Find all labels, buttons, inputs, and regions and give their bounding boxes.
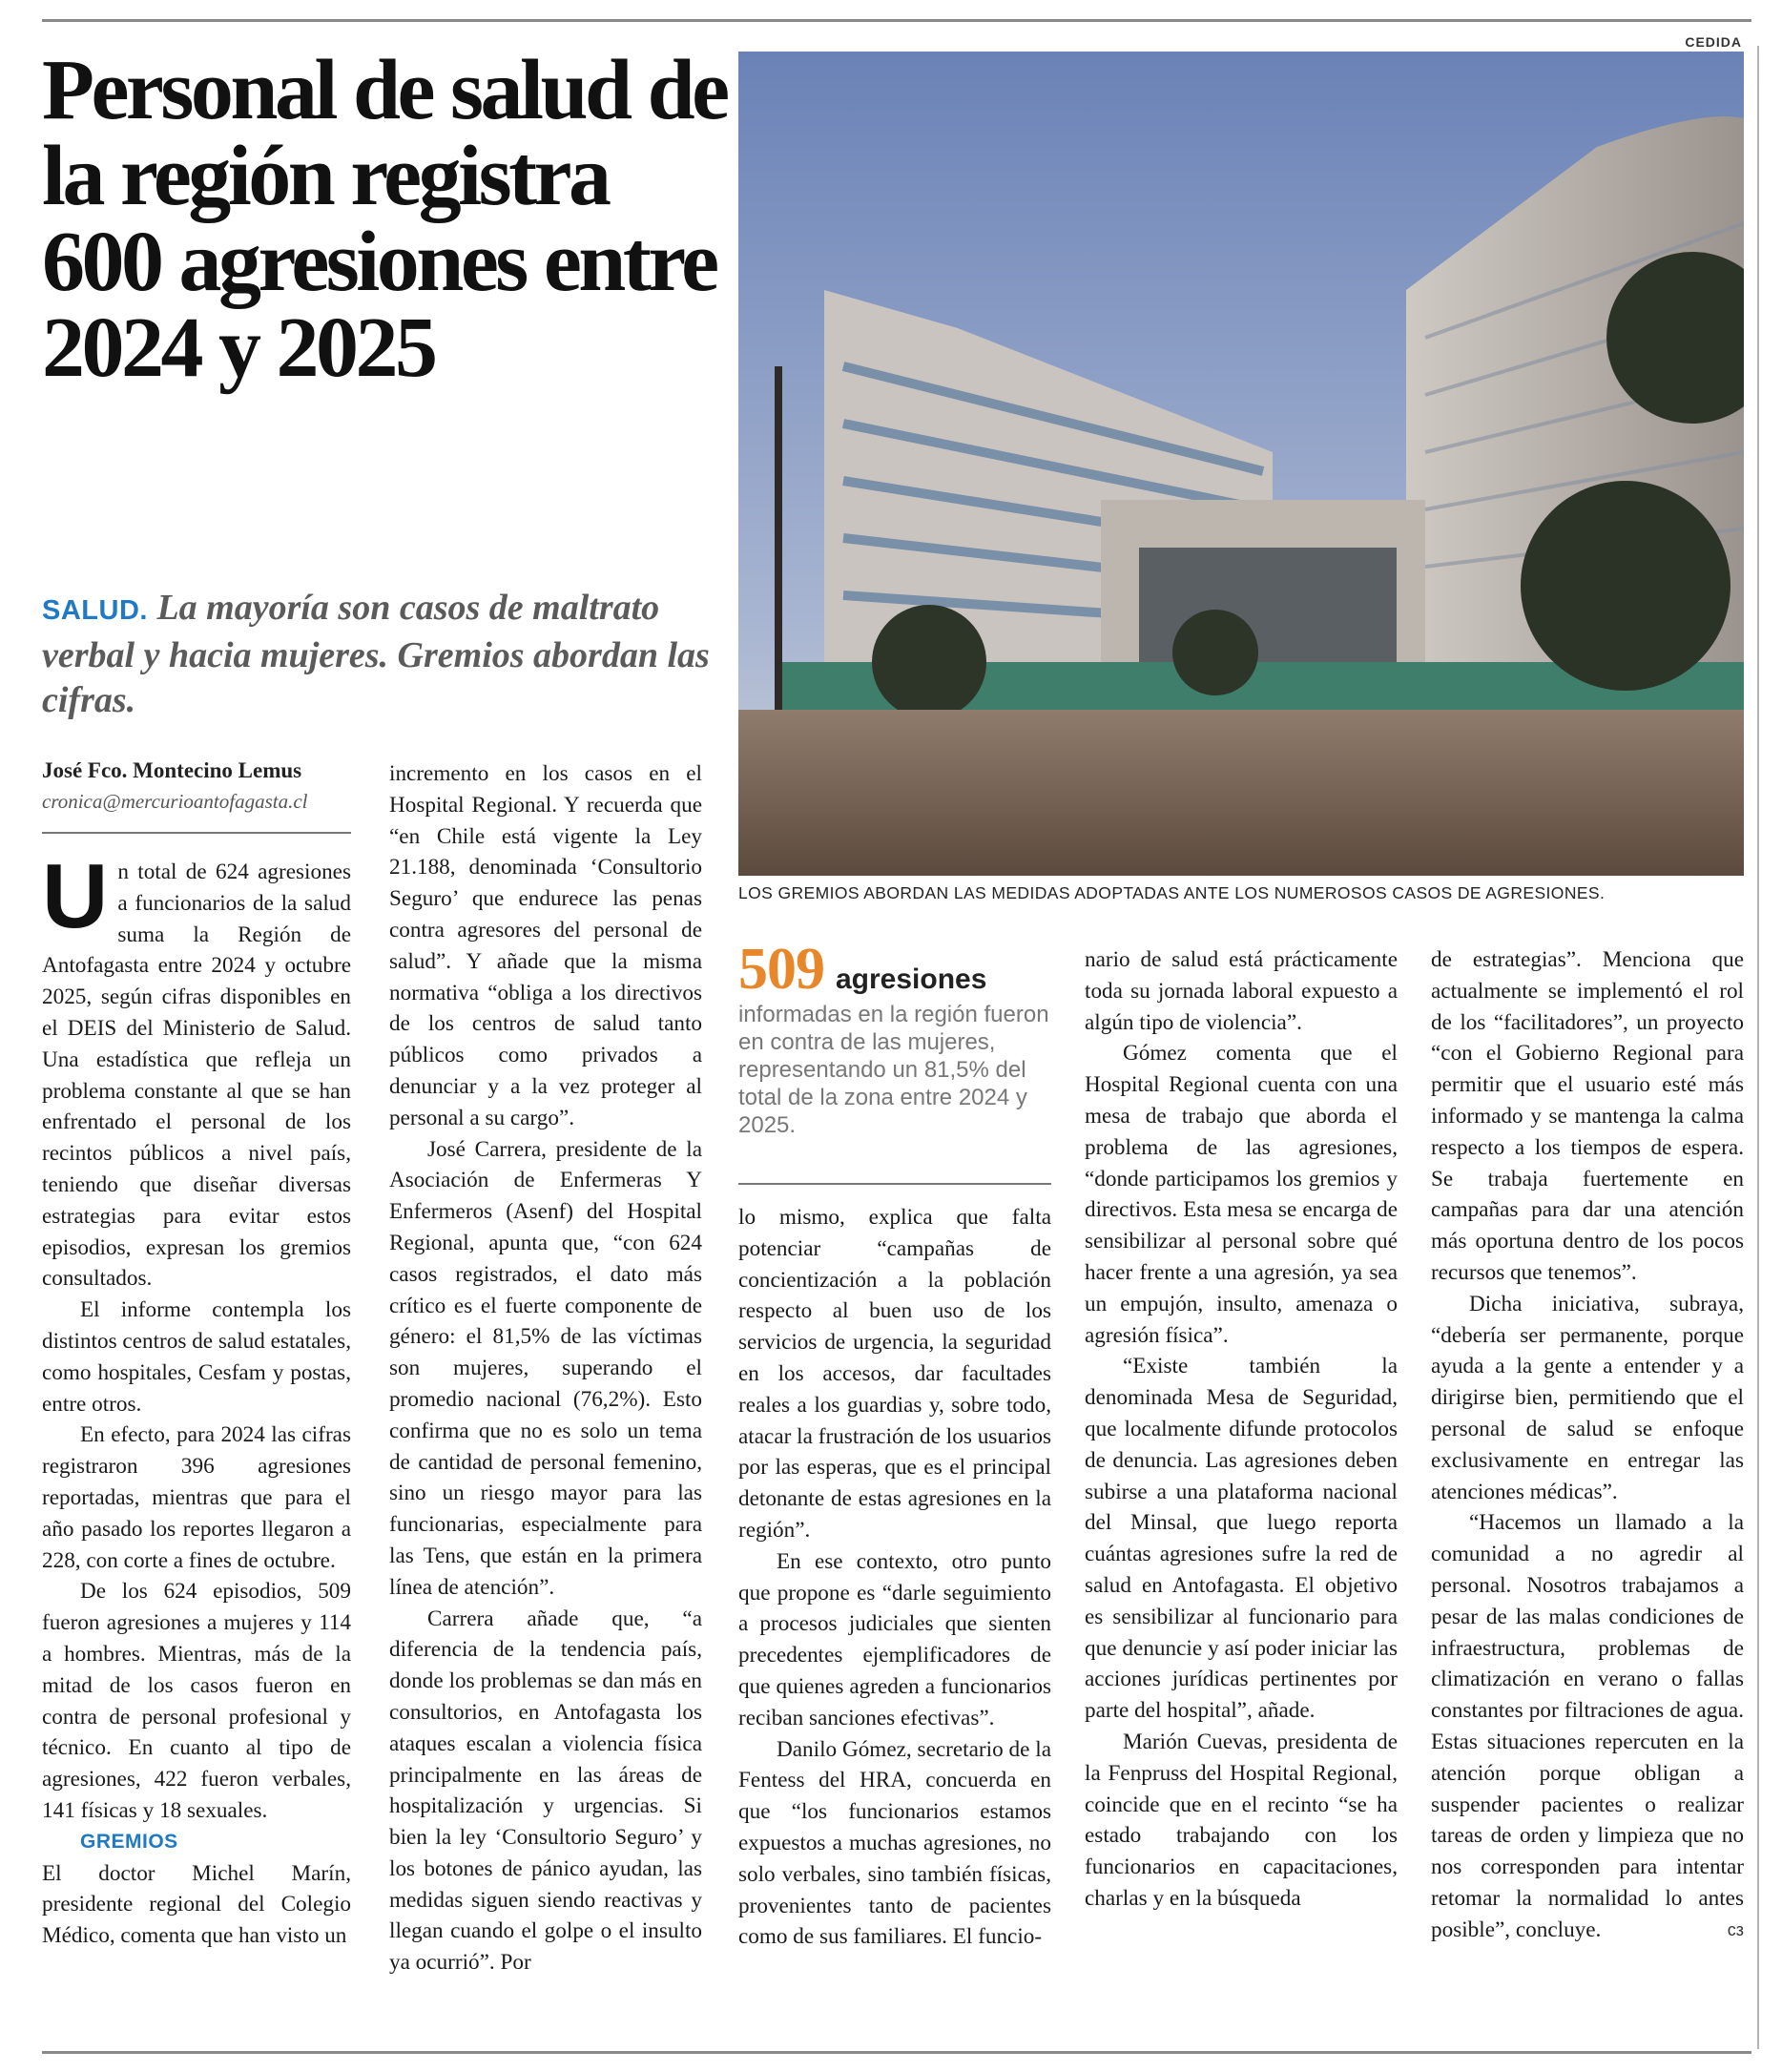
paragraph-10: Gómez comenta que el Hospital Regional cuenta con una mesa de trabajo que aborda el problema de las agresiones, “donde participamos los gremios y directivos. Esta mesa se encarga de sensibilizar al personal sobre qué hacer frente a una agresión, ya sea un empujón, insulto, amenaza o agresión física”. xyxy=(1085,1041,1398,1348)
drop-cap: U xyxy=(42,845,109,947)
deck-text: La mayoría son casos de maltrato verbal y hacia mujeres. Gremios abordan las cifras. xyxy=(42,588,710,720)
byline-rule xyxy=(42,832,351,834)
stat-unit: agresiones xyxy=(836,963,987,995)
paragraph-3: En efecto, para 2024 las cifras registraron 396 agresiones reportadas, mientras que para el año pasado los reportes llegaron a 228, con corte a fines de octubre. xyxy=(42,1422,351,1573)
body-column-2 xyxy=(389,758,702,1979)
paragraph-11: “Existe también la denominada Mesa de Seguridad, que localmente difunde protocolos de denuncia. Las agresiones deben subirse a una plataforma nacional del Minsal, que luego reporta cuántas agresiones sufre la red de salud en Antofagasta. El objetivo es sensibilizar al funcionario para que denuncie y así poder iniciar las acciones jurídicas pertinentes por parte del hospital”, añade. xyxy=(1085,1354,1398,1724)
body-column-4 xyxy=(1085,944,1398,1915)
paragraph-14: “Hacemos un llamado a la comunidad a no agredir al personal. Nosotros trabajamos a pesar de las malas condiciones de infraestructura, problemas de climatización en verano o fallas constantes por filtraciones de agua. Estas situaciones repercuten en la atención porque obligan a suspender pacientes o realizar tareas de orden y limpieza que no nos corresponden para intentar retomar la normalidad lo antes posible”, concluye. cз xyxy=(1431,1507,1744,1945)
paragraph-9-cont: nario de salud está prácticamente toda su jornada laboral expuesto a algún tipo de violencia”. xyxy=(1085,947,1398,1035)
paragraph-6: José Carrera, presidente de la Asociación de Enfermeras Y Enfermeros (Asenf) del Hospital Regional, apunta que, “con 624 casos registrados, el dato más crítico es el fuerte componente de género: el 81,5% de las víctimas son mujeres, superando el promedio nacional (76,2%). Esto confirma que no es solo un tema de cantidad de personal femenino, sino un riesgo mayor para las funcionarias, especialmente para las Tens, que están en la primera línea de atención”. xyxy=(389,1136,702,1600)
stat-box xyxy=(738,937,1063,1139)
paragraph-12: Marión Cuevas, presidenta de la Fenpruss del Hospital Regional, coincide que en el recinto “se ha estado trabajando con los funcionarios en capacitaciones, charlas y en la búsqueda xyxy=(1085,1729,1398,1911)
photo-caption: LOS GREMIOS ABORDAN LAS MEDIDAS ADOPTADAS ANTE LOS NUMEROSOS CASOS DE AGRESIONES. xyxy=(738,883,1606,902)
body-column-3 xyxy=(738,1202,1051,1953)
paragraph-5-cont: incremento en los casos en el Hospital Regional. Y recuerda que “en Chile está vigente la Ley 21.188, denominada ‘Consultorio Seguro’ que endurece las penas contra agresores del personal de salud”. Y añade que la misma normativa “obliga a los directivos de los centros de salud tanto públicos como privados a denunciar y a la vez proteger al personal a su cargo”. xyxy=(389,761,702,1130)
section-tag: SALUD. xyxy=(42,595,148,626)
paragraph-2: El informe contempla los distintos centros de salud estatales, como hospitales, Cesfam y postas, entre otros. xyxy=(42,1297,351,1417)
paragraph-12-cont: de estrategias”. Menciona que actualmente se implementó el rol de los “facilitadores”, un proyecto “con el Gobierno Regional para permitir que el usuario esté más informado y se mantenga la calma respecto a los tiempos de espera. Se trabaja fuertemente en campañas para dar una atención más oportuna dentro de los pocos recursos que tenemos”. xyxy=(1431,947,1744,1285)
body-column-5 xyxy=(1431,944,1744,1946)
stat-rule xyxy=(738,1183,1051,1185)
top-rule xyxy=(42,19,1751,22)
byline-email[interactable]: cronica@mercurioantofagasta.cl xyxy=(42,790,308,813)
paragraph-5: El doctor Michel Marín, presidente regional del Colegio Médico, comenta que han visto un xyxy=(42,1860,351,1949)
photo-credit: CEDIDA xyxy=(1685,34,1742,50)
right-rule xyxy=(1757,46,1759,2049)
paragraph-9: Danilo Gómez, secretario de la Fentess del HRA, concuerda en que “los funcionarios estamos expuestos a muchas agresiones, no solo verbales, sino también físicas, provenientes tanto de pacientes como de sus familiares. El funcio- xyxy=(738,1736,1051,1950)
paragraph-7-cont: lo mismo, explica que falta potenciar “campañas de concientización a la población respecto al buen uso de los servicios de urgencia, la seguridad en los accesos, dar facultades reales a los guardias y, sobre todo, atacar la frustración de los usuarios por las esperas, que es el principal detonante de estas agresiones en la región”. xyxy=(738,1205,1051,1543)
end-mark-icon: cз xyxy=(1727,1919,1744,1939)
stat-number: 509 xyxy=(738,937,824,1002)
byline-author: José Fco. Montecino Lemus xyxy=(42,758,302,782)
subhead-gremios: GREMIOS xyxy=(80,1830,178,1853)
headline: Personal de salud de la región registra 600 agresiones entre 2024 y 2025 xyxy=(42,43,727,395)
stat-text: informadas en la región fueron en contra de las mujeres, representando un 81,5% del total de la zona entre 2024 y 2025. xyxy=(738,1002,1049,1138)
hospital-photo xyxy=(738,52,1744,876)
paragraph-8: En ese contexto, otro punto que propone es “darle seguimiento a procesos judiciales que sienten precedentes ejemplificadores de que quienes agreden a funcionarios reciban sanciones efectivas”. xyxy=(738,1548,1051,1730)
paragraph-1: Un total de 624 agresiones a funcionarios de la salud suma la Región de Antofagasta entre 2024 y octubre 2025, según cifras disponibles en el DEIS del Ministerio de Salud. Una estadística que refleja un problema constante al que se han enfrentado el personal de los recintos públicos a nivel país, teniendo que diseñar diversas estrategias para evitar estos episodios, expresan los gremios consultados. xyxy=(42,845,351,1292)
deck xyxy=(42,586,729,723)
paragraph-13: Dicha iniciativa, subraya, “debería ser permanente, porque ayuda a la gente a entender y a dirigirse bien, permitiendo que el personal de salud se enfoque exclusivamente en entregar las atenciones médicas”. xyxy=(1431,1291,1744,1504)
bottom-rule xyxy=(42,2051,1751,2054)
body-column-1 xyxy=(42,845,351,1952)
hospital-building-illustration xyxy=(738,52,1744,876)
paragraph-4: De los 624 episodios, 509 fueron agresiones a mujeres y 114 a hombres. Mientras, más de la mitad de los casos fueron en contra de personal profesional y técnico. En cuanto al tipo de agresiones, 422 fueron verbales, 141 físicas y 18 sexuales. xyxy=(42,1579,351,1823)
paragraph-7: Carrera añade que, “a diferencia de la tendencia país, donde los problemas se dan más en consultorios, en Antofagasta los ataques escalan a violencia física principalmente en las áreas de hospitalización y urgencias. Si bien la ley ‘Consultorio Seguro’ y los botones de pánico ayudan, las medidas siguen siendo reactivas y llegan cuando el golpe o el insulto ya ocurrió”. Por xyxy=(389,1606,702,1976)
